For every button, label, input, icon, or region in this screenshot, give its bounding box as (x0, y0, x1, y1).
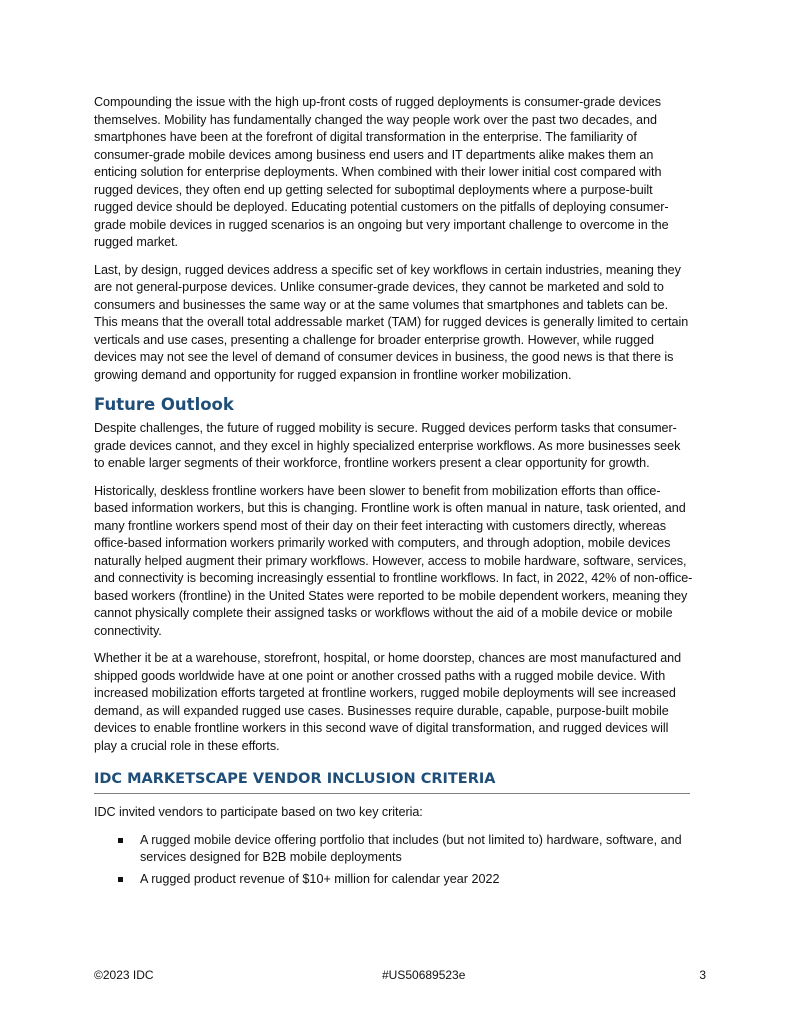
paragraph-future-2: Historically, deskless frontline workers have been slower to benefit from mobilization efforts than office-based information workers, but this is changing. Frontline work is often manual in nature, task oriented, and many frontline workers spend most of their day on their feet interacting with customers directly, whereas office-based information workers primarily worked with computers, and through adoption, mobile devices naturally helped augment their primary workflows. However, access to mobile hardware, software, services, and connectivity is becoming increasingly essential to frontline workflows. In fact, in 2022, 42% of non-office-based workers (frontline) in the United States were reported to be mobile dependent workers, meaning they cannot physically complete their assigned tasks or workflows without the aid of a mobile device or mobile connectivity. (94, 483, 693, 638)
footer-doc-id: #US50689523e (382, 968, 466, 982)
square-bullet-icon (118, 877, 123, 882)
square-bullet-icon (118, 838, 123, 843)
paragraph-future-1: Despite challenges, the future of rugged mobility is secure. Rugged devices perform tasks that consumer-grade devices cannot, and they excel in highly specialized enterprise workflows. As more businesses seek to enable larger segments of their workforce, frontline workers present a clear opportunity for growth. (94, 421, 681, 470)
paragraph-tam: Last, by design, rugged devices address a specific set of key workflows in certain industries, meaning they are not general-purpose devices. Unlike consumer-grade devices, they cannot be marketed and sold to consumers and businesses the same way or at the same volumes that smartphones and tablets can be. This means that the overall total addressable market (TAM) for rugged devices is generally limited to certain verticals and use cases, presenting a challenge for broader enterprise growth. However, while rugged devices may not see the level of demand of consumer devices in business, the good news is that there is growing demand and opportunity for rugged expansion in frontline worker mobilization. (94, 262, 689, 382)
page-footer (94, 968, 706, 984)
footer-page-number: 3 (699, 968, 706, 982)
paragraph-future-3: Whether it be at a warehouse, storefront, hospital, or home doorstep, chances are most manufactured and shipped goods worldwide have at one point or another crossed paths with a rugged mobile device. With increased mobilization efforts targeted at frontline workers, rugged mobile deployments will see increased demand, as will expanded rugged use cases. Businesses require durable, capable, purpose-built mobile devices to enable frontline workers in this second wave of digital transformation, and rugged devices will play a crucial role in these efforts. (94, 651, 682, 753)
criteria-item (94, 832, 694, 867)
page-content (94, 94, 694, 892)
inclusion-criteria-heading: IDC MARKETSCAPE VENDOR INCLUSION CRITERIA (94, 771, 496, 787)
footer-copyright: ©2023 IDC (94, 968, 154, 982)
criteria-item-text: A rugged product revenue of $10+ million for calendar year 2022 (140, 871, 500, 886)
criteria-item (94, 871, 694, 889)
inclusion-intro: IDC invited vendors to participate based on two key criteria: (94, 805, 423, 819)
paragraph-consumer-grade: Compounding the issue with the high up-front costs of rugged deployments is consumer-grade devices themselves. Mobility has fundamentally changed the way people work over the past two decades, and smartphones have been at the forefront of digital transformation in the enterprise. The familiarity of consumer-grade mobile devices among business end users and IT departments alike makes them an enticing solution for enterprise deployments. When combined with their lower initial cost compared with rugged devices, they often end up getting selected for suboptimal deployments where a purpose-built rugged device should be deployed. Educating potential customers on the pitfalls of deploying consumer-grade mobile devices in rugged scenarios is an ongoing but very important challenge to overcome in the rugged market. (94, 95, 669, 249)
criteria-item-text: A rugged mobile device offering portfolio that includes (but not limited to) hardware, software, and services designed for B2B mobile deployments (140, 832, 682, 864)
section-divider (94, 793, 690, 794)
criteria-list (94, 832, 694, 889)
future-outlook-heading: Future Outlook (94, 395, 234, 414)
